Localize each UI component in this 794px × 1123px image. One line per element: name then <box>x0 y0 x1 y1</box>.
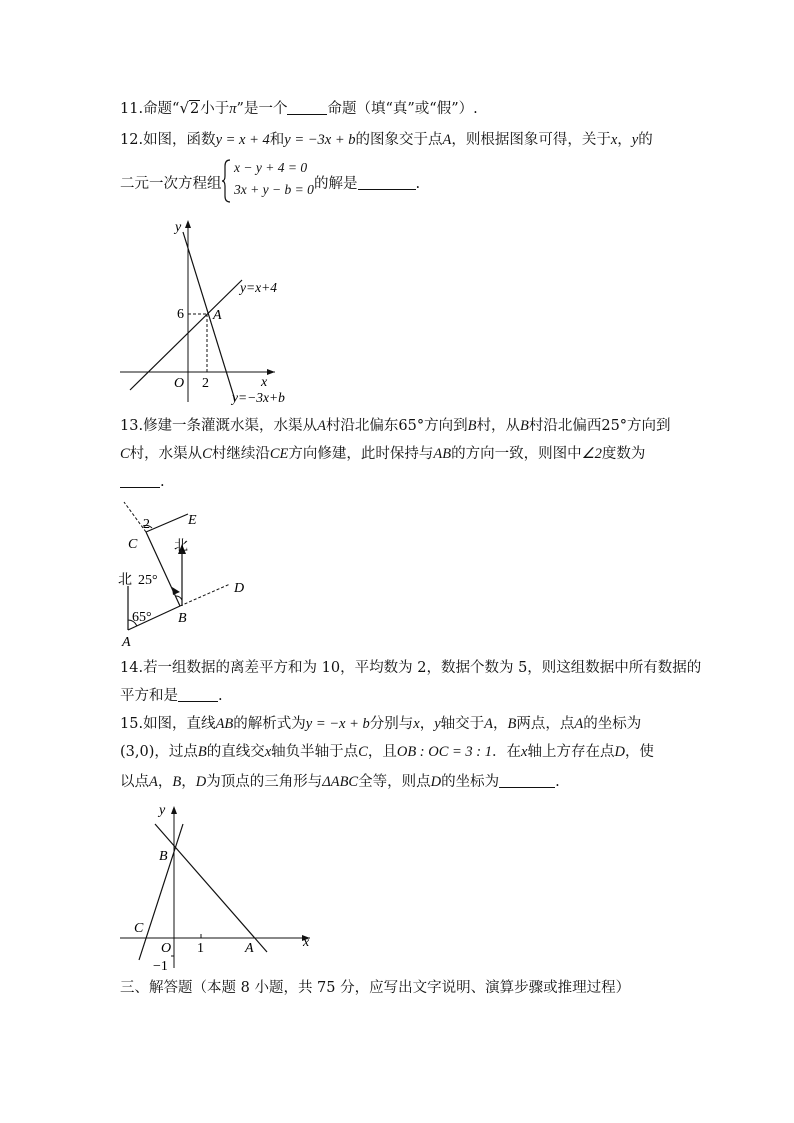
equation-system <box>222 158 322 204</box>
point-e-label: E <box>188 513 197 528</box>
point-a-label: A <box>122 635 131 650</box>
y-arrow-icon <box>171 806 177 814</box>
point-a-label: A <box>213 308 222 323</box>
question-13-line3: . <box>120 472 165 492</box>
figure-12-graph <box>115 212 295 407</box>
figure-13-diagram <box>110 500 260 650</box>
question-12-tail: 的解是 . <box>314 176 421 192</box>
point-b-label: B <box>178 611 187 626</box>
tick-2-label: 2 <box>202 376 209 391</box>
point-a-label: A <box>245 941 254 956</box>
answer-blank-13[interactable] <box>120 473 160 488</box>
x-axis-label: x <box>261 375 268 390</box>
line-y-x-plus-4 <box>130 280 242 390</box>
question-13-line1: 13.修建一条灌溉水渠，水渠从A村沿北偏东65°方向到B村，从B村沿北偏西25°方向到 <box>120 418 671 434</box>
sqrt-symbol: √ <box>179 99 190 117</box>
y-axis-label: y <box>159 803 166 818</box>
ray-bd <box>180 584 230 606</box>
line2-label: y=−3x+b <box>232 390 285 405</box>
answer-blank-11[interactable] <box>287 100 327 115</box>
y-arrow-icon <box>185 220 191 228</box>
section-3-title: 三、解答题（本题 8 小题，共 75 分，应写出文字说明、演算步骤或推理过程） <box>120 980 631 996</box>
answer-blank-15[interactable] <box>499 773 555 788</box>
question-14-line2: 平方和是 . <box>120 688 223 704</box>
point-c-label: C <box>134 921 144 936</box>
brace-icon <box>222 158 232 204</box>
angle-2-label: 2 <box>143 517 150 532</box>
tick-1-label: 1 <box>197 941 204 956</box>
tick-neg1-label: −1 <box>153 959 168 974</box>
line-ab <box>155 824 267 952</box>
north-label-a: 北 <box>118 573 132 588</box>
question-13-line2: C村，水渠从C村继续沿CE方向修建，此时保持与AB的方向一致，则图中∠2度数为 <box>120 446 646 462</box>
line-y-neg3x-plus-b <box>183 232 235 400</box>
question-15-line2: (3,0)，过点B的直线交x轴负半轴于点C，且OB : OC = 3 : 1．在x轴上方存在点D，使 <box>120 744 654 760</box>
north-label-b: 北 <box>174 539 188 554</box>
line1-label: y=x+4 <box>240 280 277 295</box>
angle-65-label: 65° <box>132 610 152 625</box>
angle-25-label: 25° <box>138 573 158 588</box>
equation-1: x − y + 4 = 0 <box>234 160 308 175</box>
point-c-label: C <box>128 537 138 552</box>
question-12-line1: 12.如图，函数y = x + 4和y = −3x + b的图象交于点A，则根据图象可得，关于x，y的 <box>120 132 653 148</box>
x-arrow-icon <box>267 369 275 375</box>
question-14-line1: 14.若一组数据的离差平方和为 10，平均数为 2，数据个数为 5，则这组数据中所有数据的 <box>120 660 702 676</box>
ray-ce <box>146 514 188 532</box>
answer-blank-14[interactable] <box>178 687 218 702</box>
point-d-label: D <box>234 581 245 596</box>
question-11: 11.命题“√2小于π”是一个 命题（填“真”或“假”）. <box>120 99 478 117</box>
equation-2: 3x + y − b = 0 <box>234 182 314 197</box>
y-axis-label: y <box>175 220 182 235</box>
origin-label: O <box>174 376 185 391</box>
line-bc <box>139 824 183 960</box>
answer-blank-12[interactable] <box>358 175 416 190</box>
angle-arrow-icon <box>172 587 180 595</box>
point-b-label: B <box>159 849 168 864</box>
tick-6-label: 6 <box>177 307 184 322</box>
figure-15-graph <box>115 800 325 975</box>
x-axis-label: x <box>303 935 310 950</box>
origin-label: O <box>161 941 172 956</box>
question-15-line1: 15.如图，直线AB的解析式为y = −x + b分别与x，y轴交于A，B两点，点A的坐标为 <box>120 716 642 732</box>
question-15-line3: 以点A，B，D为顶点的三角形与ΔABC全等，则点D的坐标为 . <box>120 774 560 790</box>
question-12-line2: 二元一次方程组 <box>120 176 222 192</box>
